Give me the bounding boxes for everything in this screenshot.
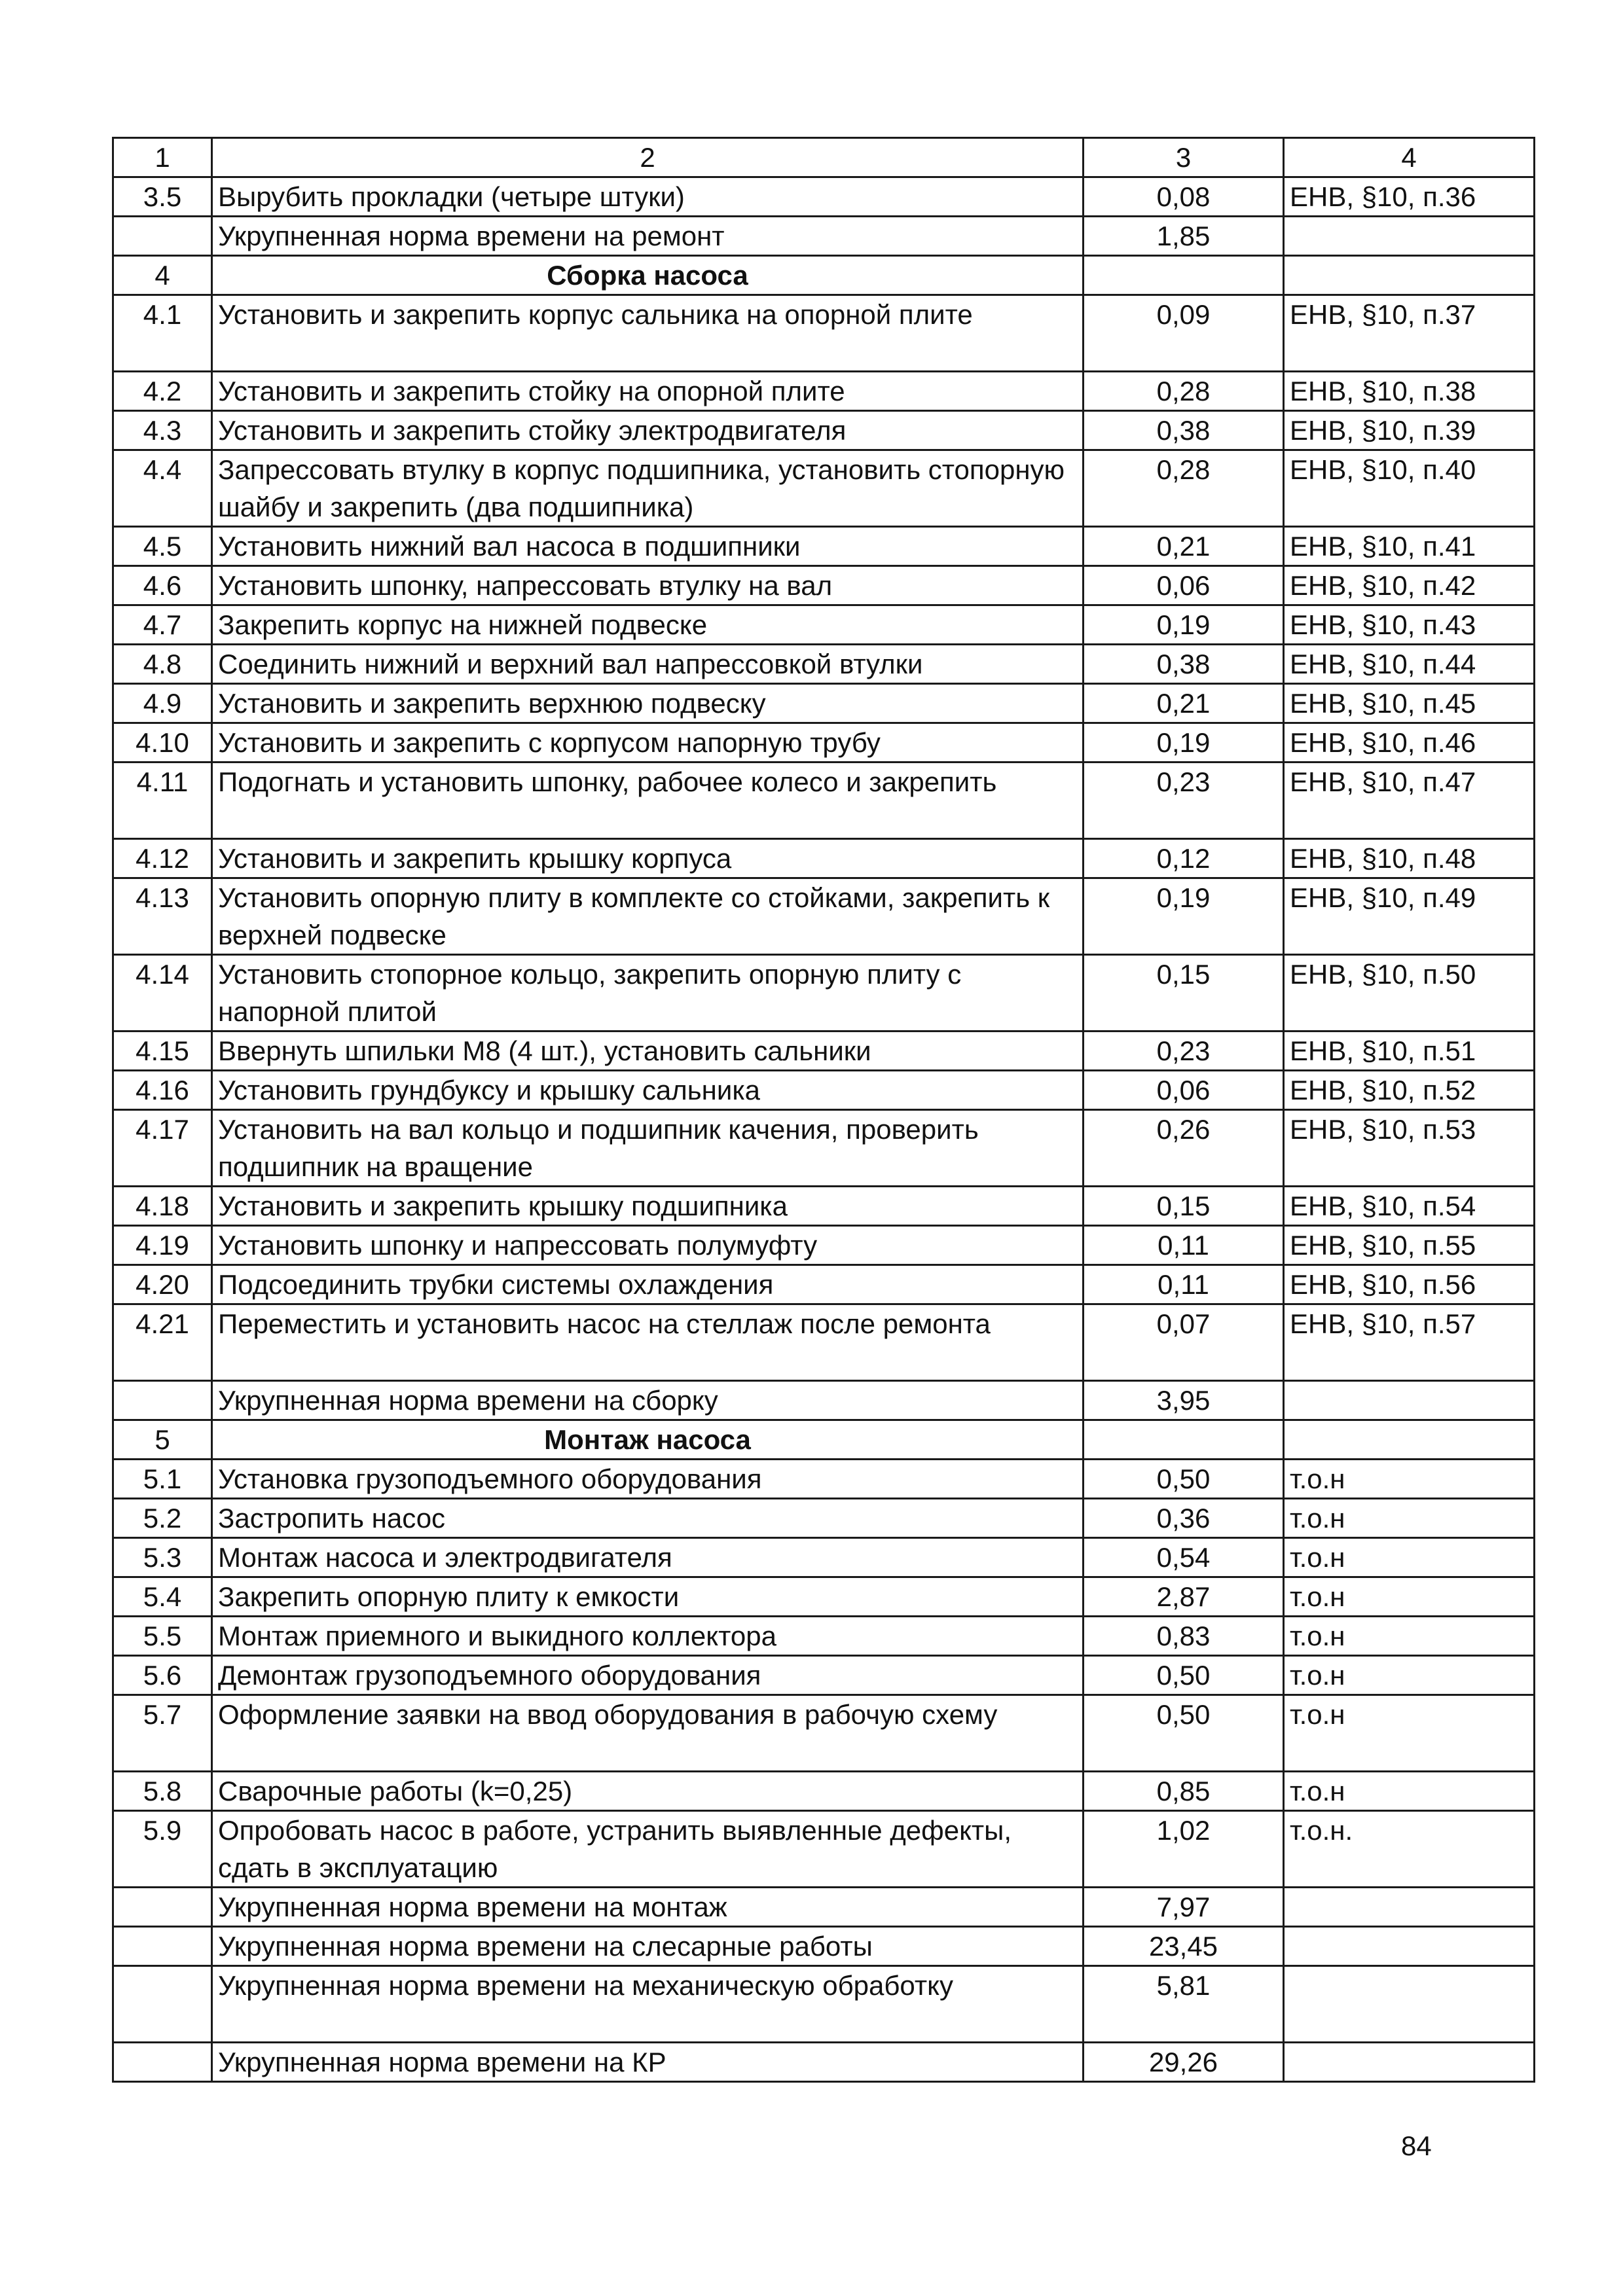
operation-text: Переместить и установить насос на стеллаж после ремонта xyxy=(212,1304,1084,1381)
row-number xyxy=(113,1888,212,1927)
norm-reference xyxy=(1284,1381,1535,1420)
norm-reference xyxy=(1284,256,1535,295)
table-row xyxy=(113,1888,1535,1927)
time-norm-value: 0,21 xyxy=(1084,527,1284,566)
time-norm-value: 0,11 xyxy=(1084,1226,1284,1265)
operation-text: Закрепить опорную плиту к емкости xyxy=(212,1577,1084,1617)
table-row xyxy=(113,1265,1535,1304)
table-row xyxy=(113,1577,1535,1617)
time-norm-value: 0,15 xyxy=(1084,1187,1284,1226)
row-number: 4.17 xyxy=(113,1110,212,1187)
norm-reference: ЕНВ, §10, п.52 xyxy=(1284,1071,1535,1110)
norm-reference: ЕНВ, §10, п.47 xyxy=(1284,762,1535,839)
table-row xyxy=(113,2043,1535,2082)
table-row xyxy=(113,1617,1535,1656)
norm-reference xyxy=(1284,217,1535,256)
operation-text: Укрупненная норма времени на механическую обработку xyxy=(212,1966,1084,2043)
time-norm-value: 0,50 xyxy=(1084,1460,1284,1499)
norm-reference: ЕНВ, §10, п.55 xyxy=(1284,1226,1535,1265)
operation-text: Укрупненная норма времени на КР xyxy=(212,2043,1084,2082)
table-row xyxy=(113,762,1535,839)
norm-reference: ЕНВ, §10, п.54 xyxy=(1284,1187,1535,1226)
row-number: 4.1 xyxy=(113,295,212,372)
time-norm-value: 0,50 xyxy=(1084,1695,1284,1772)
norm-reference: ЕНВ, §10, п.39 xyxy=(1284,411,1535,450)
norm-reference: т.о.н xyxy=(1284,1460,1535,1499)
operation-text: Установить и закрепить крышку корпуса xyxy=(212,839,1084,878)
header-col-3: 3 xyxy=(1084,138,1284,177)
table-row xyxy=(113,566,1535,605)
row-number: 5.8 xyxy=(113,1772,212,1811)
row-number: 5.5 xyxy=(113,1617,212,1656)
time-norm-value: 23,45 xyxy=(1084,1927,1284,1966)
operation-text: Соединить нижний и верхний вал напрессовкой втулки xyxy=(212,645,1084,684)
row-number: 4.5 xyxy=(113,527,212,566)
table-row xyxy=(113,1110,1535,1187)
table-row xyxy=(113,1772,1535,1811)
time-norm-value: 0,38 xyxy=(1084,645,1284,684)
table-row xyxy=(113,177,1535,217)
table-row xyxy=(113,645,1535,684)
section-row xyxy=(113,256,1535,295)
operation-text: Установка грузоподъемного оборудования xyxy=(212,1460,1084,1499)
norm-reference: ЕНВ, §10, п.44 xyxy=(1284,645,1535,684)
row-number: 5.7 xyxy=(113,1695,212,1772)
operation-text: Опробовать насос в работе, устранить выявленные дефекты, сдать в эксплуатацию xyxy=(212,1811,1084,1888)
norm-table-body xyxy=(113,138,1535,2082)
page-number: 84 xyxy=(1401,2130,1432,2161)
row-number: 3.5 xyxy=(113,177,212,217)
table-row xyxy=(113,1460,1535,1499)
table-row xyxy=(113,1656,1535,1695)
norm-reference xyxy=(1284,1420,1535,1460)
norm-reference: ЕНВ, §10, п.45 xyxy=(1284,684,1535,723)
row-number: 4.20 xyxy=(113,1265,212,1304)
row-number xyxy=(113,1927,212,1966)
row-number xyxy=(113,217,212,256)
row-number: 4.21 xyxy=(113,1304,212,1381)
operation-text: Запрессовать втулку в корпус подшипника, установить стопорную шайбу и закрепить (два подшипника) xyxy=(212,450,1084,527)
time-norm-value: 0,06 xyxy=(1084,1071,1284,1110)
table-row xyxy=(113,1226,1535,1265)
header-col-2: 2 xyxy=(212,138,1084,177)
time-norm-value: 0,26 xyxy=(1084,1110,1284,1187)
row-number: 4.6 xyxy=(113,566,212,605)
time-norm-value: 0,19 xyxy=(1084,605,1284,645)
row-number: 4.9 xyxy=(113,684,212,723)
row-number: 5.2 xyxy=(113,1499,212,1538)
table-row xyxy=(113,527,1535,566)
table-row xyxy=(113,1071,1535,1110)
row-number: 4.11 xyxy=(113,762,212,839)
operation-text: Установить стопорное кольцо, закрепить опорную плиту с напорной плитой xyxy=(212,955,1084,1031)
norm-reference: ЕНВ, §10, п.36 xyxy=(1284,177,1535,217)
norm-reference: ЕНВ, §10, п.43 xyxy=(1284,605,1535,645)
operation-text: Установить на вал кольцо и подшипник качения, проверить подшипник на вращение xyxy=(212,1110,1084,1187)
table-row xyxy=(113,1927,1535,1966)
row-number: 4.12 xyxy=(113,839,212,878)
table-row xyxy=(113,411,1535,450)
time-norm-value: 0,12 xyxy=(1084,839,1284,878)
table-row xyxy=(113,723,1535,762)
operation-text: Закрепить корпус на нижней подвеске xyxy=(212,605,1084,645)
time-norm-value xyxy=(1084,256,1284,295)
norm-table xyxy=(112,137,1535,2083)
table-row xyxy=(113,1811,1535,1888)
operation-text: Сварочные работы (k=0,25) xyxy=(212,1772,1084,1811)
row-number: 5.6 xyxy=(113,1656,212,1695)
table-row xyxy=(113,1538,1535,1577)
norm-reference: т.о.н xyxy=(1284,1499,1535,1538)
section-row xyxy=(113,1420,1535,1460)
time-norm-value: 0,06 xyxy=(1084,566,1284,605)
time-norm-value: 0,28 xyxy=(1084,450,1284,527)
norm-reference: т.о.н xyxy=(1284,1695,1535,1772)
norm-reference: ЕНВ, §10, п.48 xyxy=(1284,839,1535,878)
row-number: 4.14 xyxy=(113,955,212,1031)
operation-text: Установить нижний вал насоса в подшипники xyxy=(212,527,1084,566)
time-norm-value: 0,38 xyxy=(1084,411,1284,450)
time-norm-value: 0,50 xyxy=(1084,1656,1284,1695)
row-number: 4.7 xyxy=(113,605,212,645)
time-norm-value: 0,15 xyxy=(1084,955,1284,1031)
row-number xyxy=(113,2043,212,2082)
time-norm-value: 2,87 xyxy=(1084,1577,1284,1617)
operation-text: Установить и закрепить корпус сальника на опорной плите xyxy=(212,295,1084,372)
norm-reference: т.о.н xyxy=(1284,1772,1535,1811)
norm-reference: ЕНВ, §10, п.42 xyxy=(1284,566,1535,605)
row-number xyxy=(113,1966,212,2043)
norm-reference xyxy=(1284,1888,1535,1927)
norm-reference xyxy=(1284,1927,1535,1966)
norm-reference: ЕНВ, §10, п.51 xyxy=(1284,1031,1535,1071)
table-row xyxy=(113,1695,1535,1772)
row-number: 5 xyxy=(113,1420,212,1460)
time-norm-value: 0,21 xyxy=(1084,684,1284,723)
header-col-4: 4 xyxy=(1284,138,1535,177)
operation-text: Оформление заявки на ввод оборудования в рабочую схему xyxy=(212,1695,1084,1772)
time-norm-value: 0,08 xyxy=(1084,177,1284,217)
norm-reference: ЕНВ, §10, п.50 xyxy=(1284,955,1535,1031)
time-norm-value: 7,97 xyxy=(1084,1888,1284,1927)
time-norm-value xyxy=(1084,1420,1284,1460)
row-number: 5.1 xyxy=(113,1460,212,1499)
table-row xyxy=(113,217,1535,256)
row-number: 4.15 xyxy=(113,1031,212,1071)
row-number: 4 xyxy=(113,256,212,295)
time-norm-value: 5,81 xyxy=(1084,1966,1284,2043)
operation-text: Демонтаж грузоподъемного оборудования xyxy=(212,1656,1084,1695)
operation-text: Подогнать и установить шпонку, рабочее колесо и закрепить xyxy=(212,762,1084,839)
table-row xyxy=(113,878,1535,955)
time-norm-value: 0,23 xyxy=(1084,1031,1284,1071)
operation-text: Установить шпонку, напрессовать втулку на вал xyxy=(212,566,1084,605)
time-norm-value: 0,83 xyxy=(1084,1617,1284,1656)
norm-reference: т.о.н. xyxy=(1284,1811,1535,1888)
table-row xyxy=(113,1499,1535,1538)
table-row xyxy=(113,295,1535,372)
operation-text: Подсоединить трубки системы охлаждения xyxy=(212,1265,1084,1304)
section-title: Сборка насоса xyxy=(212,256,1084,295)
operation-text: Установить и закрепить стойку электродвигателя xyxy=(212,411,1084,450)
norm-reference: ЕНВ, §10, п.38 xyxy=(1284,372,1535,411)
norm-reference: ЕНВ, §10, п.46 xyxy=(1284,723,1535,762)
row-number: 4.8 xyxy=(113,645,212,684)
time-norm-value: 0,54 xyxy=(1084,1538,1284,1577)
time-norm-value: 0,19 xyxy=(1084,878,1284,955)
row-number: 4.19 xyxy=(113,1226,212,1265)
table-row xyxy=(113,1031,1535,1071)
time-norm-value: 1,02 xyxy=(1084,1811,1284,1888)
row-number: 4.4 xyxy=(113,450,212,527)
time-norm-value: 0,23 xyxy=(1084,762,1284,839)
norm-reference xyxy=(1284,2043,1535,2082)
operation-text: Установить опорную плиту в комплекте со стойками, закрепить к верхней подвеске xyxy=(212,878,1084,955)
operation-text: Укрупненная норма времени на сборку xyxy=(212,1381,1084,1420)
table-row xyxy=(113,450,1535,527)
operation-text: Монтаж приемного и выкидного коллектора xyxy=(212,1617,1084,1656)
row-number xyxy=(113,1381,212,1420)
row-number: 5.9 xyxy=(113,1811,212,1888)
norm-reference: т.о.н xyxy=(1284,1538,1535,1577)
table-row xyxy=(113,839,1535,878)
norm-reference: ЕНВ, §10, п.37 xyxy=(1284,295,1535,372)
operation-text: Монтаж насоса и электродвигателя xyxy=(212,1538,1084,1577)
table-header-row xyxy=(113,138,1535,177)
norm-reference: ЕНВ, §10, п.49 xyxy=(1284,878,1535,955)
table-row xyxy=(113,1304,1535,1381)
row-number: 4.2 xyxy=(113,372,212,411)
operation-text: Укрупненная норма времени на слесарные работы xyxy=(212,1927,1084,1966)
operation-text: Установить и закрепить верхнюю подвеску xyxy=(212,684,1084,723)
time-norm-value: 3,95 xyxy=(1084,1381,1284,1420)
row-number: 5.3 xyxy=(113,1538,212,1577)
time-norm-value: 0,07 xyxy=(1084,1304,1284,1381)
operation-text: Укрупненная норма времени на монтаж xyxy=(212,1888,1084,1927)
table-row xyxy=(113,1187,1535,1226)
norm-reference: ЕНВ, §10, п.41 xyxy=(1284,527,1535,566)
norm-reference: т.о.н xyxy=(1284,1656,1535,1695)
row-number: 4.10 xyxy=(113,723,212,762)
table-row xyxy=(113,372,1535,411)
norm-reference: т.о.н xyxy=(1284,1577,1535,1617)
row-number: 4.18 xyxy=(113,1187,212,1226)
time-norm-value: 0,36 xyxy=(1084,1499,1284,1538)
time-norm-value: 0,09 xyxy=(1084,295,1284,372)
section-title: Монтаж насоса xyxy=(212,1420,1084,1460)
operation-text: Вырубить прокладки (четыре штуки) xyxy=(212,177,1084,217)
time-norm-value: 0,19 xyxy=(1084,723,1284,762)
time-norm-value: 0,11 xyxy=(1084,1265,1284,1304)
row-number: 4.13 xyxy=(113,878,212,955)
operation-text: Установить грундбуксу и крышку сальника xyxy=(212,1071,1084,1110)
norm-reference: т.о.н xyxy=(1284,1617,1535,1656)
operation-text: Ввернуть шпильки М8 (4 шт.), установить сальники xyxy=(212,1031,1084,1071)
norm-reference xyxy=(1284,1966,1535,2043)
header-col-1: 1 xyxy=(113,138,212,177)
operation-text: Установить и закрепить крышку подшипника xyxy=(212,1187,1084,1226)
row-number: 4.16 xyxy=(113,1071,212,1110)
time-norm-value: 0,85 xyxy=(1084,1772,1284,1811)
table-row xyxy=(113,955,1535,1031)
norm-reference: ЕНВ, §10, п.57 xyxy=(1284,1304,1535,1381)
row-number: 4.3 xyxy=(113,411,212,450)
norm-reference: ЕНВ, §10, п.56 xyxy=(1284,1265,1535,1304)
time-norm-value: 29,26 xyxy=(1084,2043,1284,2082)
table-row xyxy=(113,605,1535,645)
table-row xyxy=(113,1381,1535,1420)
operation-text: Застропить насос xyxy=(212,1499,1084,1538)
operation-text: Установить шпонку и напрессовать полумуфту xyxy=(212,1226,1084,1265)
norm-reference: ЕНВ, §10, п.40 xyxy=(1284,450,1535,527)
table-row xyxy=(113,1966,1535,2043)
time-norm-value: 1,85 xyxy=(1084,217,1284,256)
norm-reference: ЕНВ, §10, п.53 xyxy=(1284,1110,1535,1187)
time-norm-value: 0,28 xyxy=(1084,372,1284,411)
operation-text: Установить и закрепить с корпусом напорную трубу xyxy=(212,723,1084,762)
operation-text: Укрупненная норма времени на ремонт xyxy=(212,217,1084,256)
operation-text: Установить и закрепить стойку на опорной плите xyxy=(212,372,1084,411)
row-number: 5.4 xyxy=(113,1577,212,1617)
table-row xyxy=(113,684,1535,723)
